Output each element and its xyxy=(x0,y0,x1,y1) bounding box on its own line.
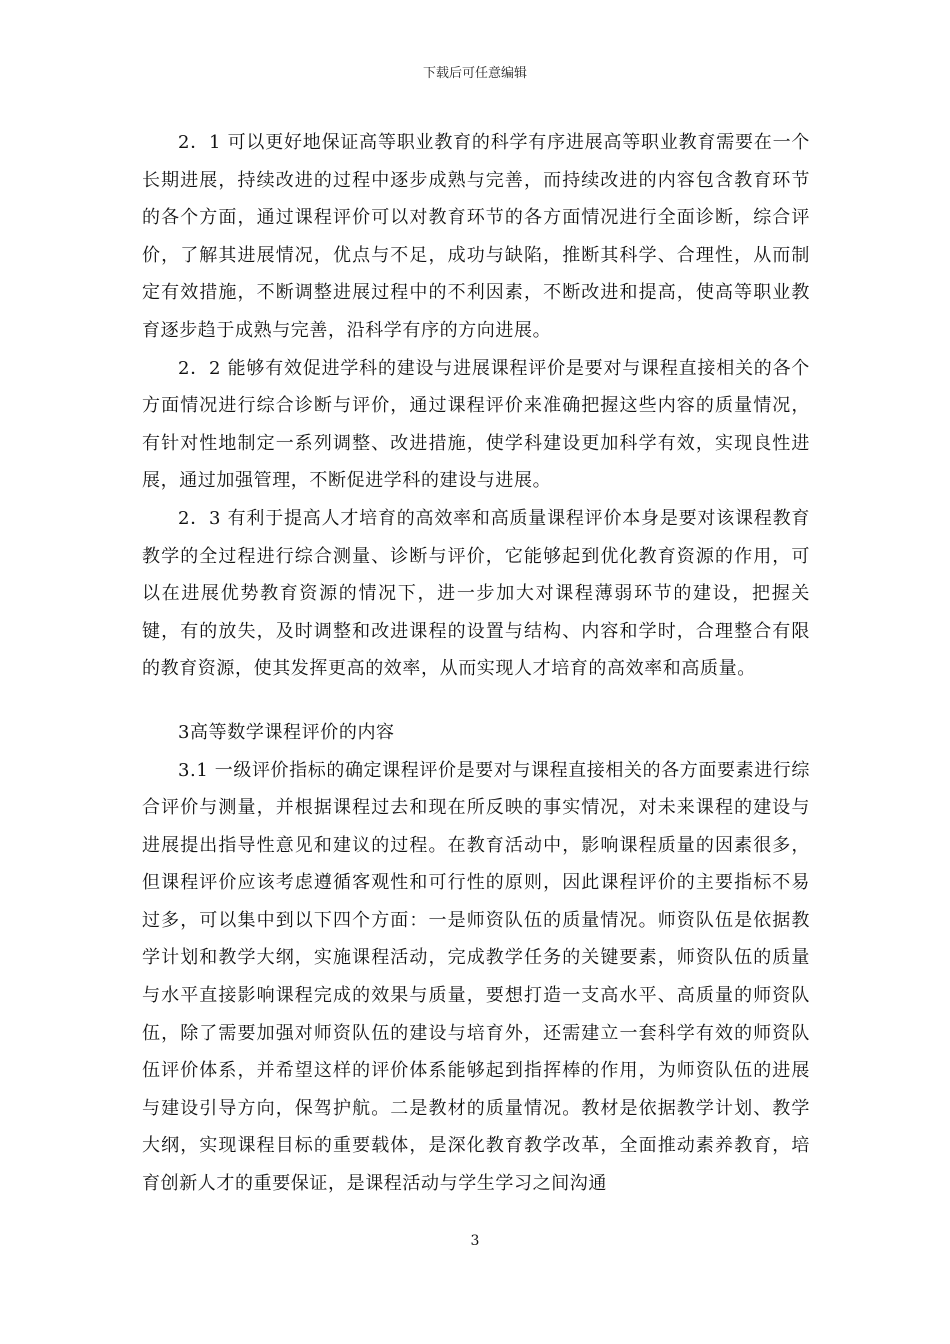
page-header: 下载后可任意编辑 xyxy=(422,66,527,81)
document-body xyxy=(142,124,810,1203)
section-3-heading: 3高等数学课程评价的内容 xyxy=(178,721,395,743)
paragraph-2-3: 2．3 有利于提高人才培育的高效率和高质量课程评价本身是要对该课程教育教学的全过程进行综合测量、诊断与评价，它能够起到优化教育资源的作用，可以在进展优势教育资源的情况下，进一步加大对课程薄弱环节的建设，把握关键，有的放失，及时调整和改进课程的设置与结构、内容和学时，合理整合有限的教育资源，使其发挥更高的效率，从而实现人才培育的高效率和高质量。 xyxy=(142,507,810,680)
page-number: 3 xyxy=(470,1233,480,1249)
paragraph-2-2: 2．2 能够有效促进学科的建设与进展课程评价是要对与课程直接相关的各个方面情况进行综合诊断与评价，通过课程评价来准确把握这些内容的质量情况，有针对性地制定一系列调整、改进措施，使学科建设更加科学有效，实现良性进展，通过加强管理，不断促进学科的建设与进展。 xyxy=(142,357,810,492)
paragraph-3-1: 3.1 一级评价指标的确定课程评价是要对与课程直接相关的各方面要素进行综合评价与测量，并根据课程过去和现在所反映的事实情况，对未来课程的建设与进展提出指导性意见和建议的过程。在教育活动中，影响课程质量的因素很多，但课程评价应该考虑遵循客观性和可行性的原则，因此课程评价的主要指标不易过多，可以集中到以下四个方面：一是师资队伍的质量情况。师资队伍是依据教学计划和教学大纲，实施课程活动，完成教学任务的关键要素，师资队伍的质量与水平直接影响课程完成的效果与质量，要想打造一支高水平、高质量的师资队伍，除了需要加强对师资队伍的建设与培育外，还需建立一套科学有效的师资队伍评价体系，并希望这样的评价体系能够起到指挥棒的作用，为师资队伍的进展与建设引导方向，保驾护航。二是教材的质量情况。教材是依据教学计划、教学大纲，实现课程目标的重要载体，是深化教育教学改革，全面推动素养教育，培育创新人才的重要保证，是课程活动与学生学习之间沟通 xyxy=(142,759,810,1195)
paragraph-2-1: 2．1 可以更好地保证高等职业教育的科学有序进展高等职业教育需要在一个长期进展，持续改进的过程中逐步成熟与完善，而持续改进的内容包含教育环节的各个方面，通过课程评价可以对教育环节的各方面情况进行全面诊断，综合评价，了解其进展情况，优点与不足，成功与缺陷，推断其科学、合理性，从而制定有效措施，不断调整进展过程中的不利因素，不断改进和提高，使高等职业教育逐步趋于成熟与完善，沿科学有序的方向进展。 xyxy=(142,132,810,341)
